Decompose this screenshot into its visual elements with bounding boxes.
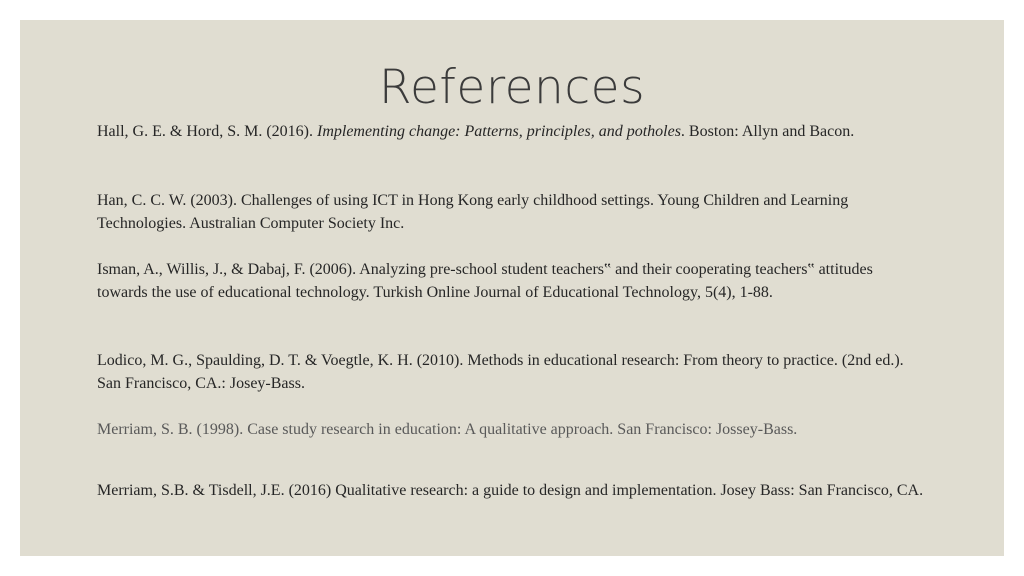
slide bbox=[20, 20, 1004, 556]
reference-item: Merriam, S. B. (1998). Case study research in education: A qualitative approach. San Francisco: Jossey-Bass. bbox=[97, 421, 798, 438]
reference-item: Merriam, S.B. & Tisdell, J.E. (2016) Qualitative research: a guide to design and implementation. Josey Bass: San Francisco, CA. bbox=[97, 482, 924, 499]
reference-item: Isman, A., Willis, J., & Dabaj, F. (2006). Analyzing pre-school student teachers‟ and their cooperating teachers‟ attitudes towards the use of educational technology. Turkish Online Journal of Educational Technology, 5(4), 1-88. bbox=[97, 261, 873, 301]
slide-title: References bbox=[378, 60, 646, 115]
reference-item bbox=[97, 120, 927, 143]
reference-item: Han, C. C. W. (2003). Challenges of using ICT in Hong Kong early childhood settings. Young Children and Learning Technologies. Australian Computer Society Inc. bbox=[97, 192, 849, 232]
reference-title-italic: Implementing change: Patterns, principles, and potholes bbox=[316, 123, 681, 140]
reference-text: Hall, G. E. & Hord, S. M. (2016). bbox=[97, 123, 317, 140]
reference-item: Lodico, M. G., Spaulding, D. T. & Voegtle, K. H. (2010). Methods in educational research: From theory to practice. (2nd ed.). San Francisco, CA.: Josey-Bass. bbox=[97, 352, 904, 392]
reference-text: . Boston: Allyn and Bacon. bbox=[680, 123, 855, 140]
